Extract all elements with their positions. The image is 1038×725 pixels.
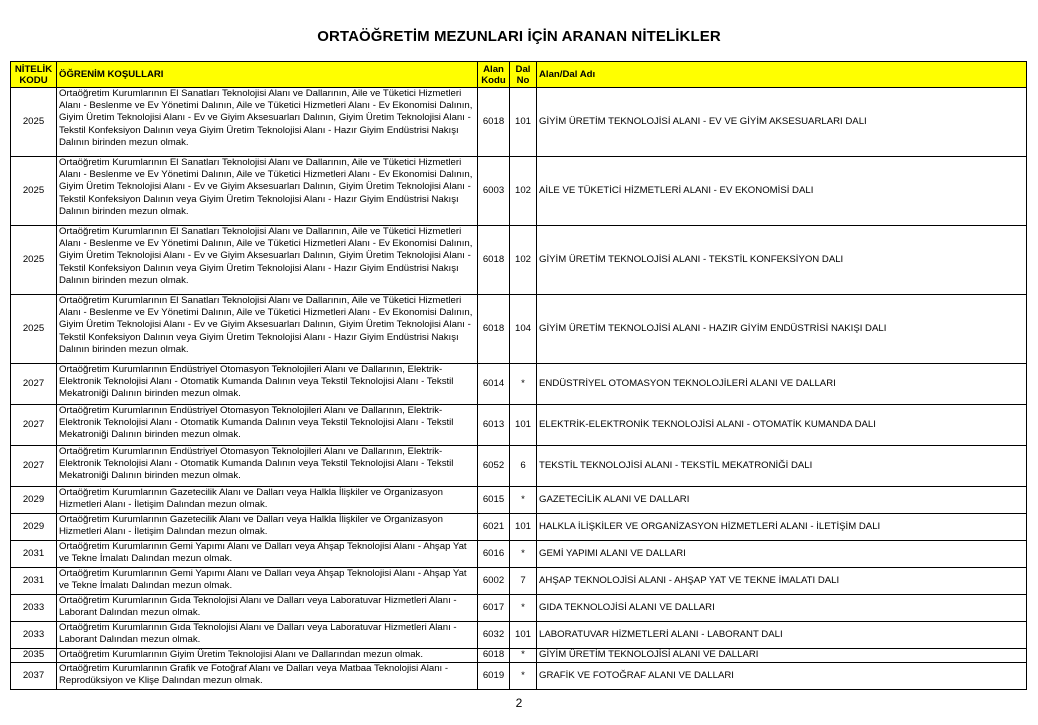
ogrenim-kosulu-cell: Ortaöğretim Kurumlarının El Sanatları Teknolojisi Alanı ve Dallarının, Aile ve Tüketici Hizmetleri Alanı - Beslenme ve Ev Yönetimi Dalının, Aile ve Tüketici Hizmetleri Alanı - Ev Ekonomisi Dalının, Giyim Üretim Teknolojisi Alanı - Ev ve Giyim Aksesuarları Dalının, Giyim Üretim Teknolojisi Alanı - Tekstil Konfeksiyon Dalının veya Giyim Üretim Teknolojisi Alanı - Hazır Giyim Endüstrisi Nakışı Dalının birinden mezun olmak.: [57, 226, 478, 295]
page-number: 2: [515, 696, 523, 710]
dal-no-cell: *: [510, 649, 537, 663]
nitelik-kodu-cell: 2025: [11, 295, 57, 364]
table-row: [11, 88, 1027, 157]
ogrenim-kosulu-cell: Ortaöğretim Kurumlarının Grafik ve Fotoğraf Alanı ve Dalları veya Matbaa Teknolojisi Alanı - Reprodüksiyon ve Klişe Dalından mezun olmak.: [57, 663, 478, 690]
alan-dal-adi-cell: HALKLA İLİŞKİLER VE ORGANİZASYON HİZMETLERİ ALANI - İLETİŞİM DALI: [537, 514, 1027, 541]
table-row: [11, 487, 1027, 514]
ogrenim-kosulu-cell: Ortaöğretim Kurumlarının Giyim Üretim Teknolojisi Alanı ve Dallarından mezun olmak.: [57, 649, 478, 663]
table-row: [11, 405, 1027, 446]
qualifications-table: [10, 61, 1027, 690]
alan-kodu-cell: 6021: [478, 514, 510, 541]
alan-kodu-cell: 6014: [478, 364, 510, 405]
nitelik-kodu-cell: 2025: [11, 88, 57, 157]
alan-kodu-cell: 6015: [478, 487, 510, 514]
alan-dal-adi-cell: GİYİM ÜRETİM TEKNOLOJİSİ ALANI - TEKSTİL KONFEKSİYON DALI: [537, 226, 1027, 295]
nitelik-kodu-cell: 2031: [11, 568, 57, 595]
alan-dal-adi-cell: GİYİM ÜRETİM TEKNOLOJİSİ ALANI VE DALLARI: [537, 649, 1027, 663]
table-row: [11, 295, 1027, 364]
alan-dal-adi-cell: GEMİ YAPIMI ALANI VE DALLARI: [537, 541, 1027, 568]
alan-dal-adi-cell: GİYİM ÜRETİM TEKNOLOJİSİ ALANI - EV VE GİYİM AKSESUARLARI DALI: [537, 88, 1027, 157]
ogrenim-kosulu-cell: Ortaöğretim Kurumlarının Endüstriyel Otomasyon Teknolojileri Alanı ve Dallarının, Elektrik-Elektronik Teknolojisi Alanı - Otomatik Kumanda Dalının veya Tekstil Teknolojisi Alanı - Tekstil Mekatroniği Dalının birinden mezun olmak.: [57, 446, 478, 487]
alan-dal-adi-cell: GIDA TEKNOLOJİSİ ALANI VE DALLARI: [537, 595, 1027, 622]
ogrenim-kosulu-cell: Ortaöğretim Kurumlarının Endüstriyel Otomasyon Teknolojileri Alanı ve Dallarının, Elektrik-Elektronik Teknolojisi Alanı - Otomatik Kumanda Dalının veya Tekstil Teknolojisi Alanı - Tekstil Mekatroniği Dalının birinden mezun olmak.: [57, 364, 478, 405]
alan-dal-adi-cell: GRAFİK VE FOTOĞRAF ALANI VE DALLARI: [537, 663, 1027, 690]
table-row: [11, 649, 1027, 663]
header-alan-dal-adi: Alan/Dal Adı: [537, 62, 1027, 88]
alan-kodu-cell: 6017: [478, 595, 510, 622]
dal-no-cell: 102: [510, 226, 537, 295]
table-row: [11, 595, 1027, 622]
nitelik-kodu-cell: 2025: [11, 226, 57, 295]
dal-no-cell: 6: [510, 446, 537, 487]
nitelik-kodu-cell: 2037: [11, 663, 57, 690]
alan-kodu-cell: 6032: [478, 622, 510, 649]
alan-dal-adi-cell: AHŞAP TEKNOLOJİSİ ALANI - AHŞAP YAT VE TEKNE İMALATI DALI: [537, 568, 1027, 595]
ogrenim-kosulu-cell: Ortaöğretim Kurumlarının Endüstriyel Otomasyon Teknolojileri Alanı ve Dallarının, Elektrik-Elektronik Teknolojisi Alanı - Otomatik Kumanda Dalının veya Tekstil Teknolojisi Alanı - Tekstil Mekatroniği Dalının birinden mezun olmak.: [57, 405, 478, 446]
alan-kodu-cell: 6018: [478, 295, 510, 364]
ogrenim-kosulu-cell: Ortaöğretim Kurumlarının El Sanatları Teknolojisi Alanı ve Dallarının, Aile ve Tüketici Hizmetleri Alanı - Beslenme ve Ev Yönetimi Dalının, Aile ve Tüketici Hizmetleri Alanı - Ev Ekonomisi Dalının, Giyim Üretim Teknolojisi Alanı - Ev ve Giyim Aksesuarları Dalının, Giyim Üretim Teknolojisi Alanı - Tekstil Konfeksiyon Dalının veya Giyim Üretim Teknolojisi Alanı - Hazır Giyim Endüstrisi Nakışı Dalının birinden mezun olmak.: [57, 88, 478, 157]
nitelik-kodu-cell: 2035: [11, 649, 57, 663]
nitelik-kodu-cell: 2025: [11, 157, 57, 226]
ogrenim-kosulu-cell: Ortaöğretim Kurumlarının El Sanatları Teknolojisi Alanı ve Dallarının, Aile ve Tüketici Hizmetleri Alanı - Beslenme ve Ev Yönetimi Dalının, Aile ve Tüketici Hizmetleri Alanı - Ev Ekonomisi Dalının, Giyim Üretim Teknolojisi Alanı - Ev ve Giyim Aksesuarları Dalının, Giyim Üretim Teknolojisi Alanı - Tekstil Konfeksiyon Dalının veya Giyim Üretim Teknolojisi Alanı - Hazır Giyim Endüstrisi Nakışı Dalının birinden mezun olmak.: [57, 157, 478, 226]
alan-dal-adi-cell: ENDÜSTRİYEL OTOMASYON TEKNOLOJİLERİ ALANI VE DALLARI: [537, 364, 1027, 405]
dal-no-cell: 7: [510, 568, 537, 595]
alan-dal-adi-cell: GAZETECİLİK ALANI VE DALLARI: [537, 487, 1027, 514]
alan-dal-adi-cell: TEKSTİL TEKNOLOJİSİ ALANI - TEKSTİL MEKATRONİĞİ DALI: [537, 446, 1027, 487]
alan-dal-adi-cell: LABORATUVAR HİZMETLERİ ALANI - LABORANT DALI: [537, 622, 1027, 649]
alan-kodu-cell: 6019: [478, 663, 510, 690]
dal-no-cell: 101: [510, 405, 537, 446]
header-dal-no: Dal No: [510, 62, 537, 88]
table-header-row: [11, 62, 1027, 88]
dal-no-cell: *: [510, 487, 537, 514]
ogrenim-kosulu-cell: Ortaöğretim Kurumlarının Gazetecilik Alanı ve Dalları veya Halkla İlişkiler ve Organizasyon Hizmetleri Alanı - İletişim Dalından mezun olmak.: [57, 514, 478, 541]
alan-kodu-cell: 6018: [478, 226, 510, 295]
nitelik-kodu-cell: 2033: [11, 622, 57, 649]
header-alan-kodu: Alan Kodu: [478, 62, 510, 88]
alan-kodu-cell: 6003: [478, 157, 510, 226]
alan-kodu-cell: 6002: [478, 568, 510, 595]
ogrenim-kosulu-cell: Ortaöğretim Kurumlarının Gıda Teknolojisi Alanı ve Dalları veya Laboratuvar Hizmetleri Alanı - Laborant Dalından mezun olmak.: [57, 622, 478, 649]
table-row: [11, 226, 1027, 295]
alan-kodu-cell: 6052: [478, 446, 510, 487]
dal-no-cell: 101: [510, 514, 537, 541]
ogrenim-kosulu-cell: Ortaöğretim Kurumlarının Gazetecilik Alanı ve Dalları veya Halkla İlişkiler ve Organizasyon Hizmetleri Alanı - İletişim Dalından mezun olmak.: [57, 487, 478, 514]
alan-kodu-cell: 6018: [478, 88, 510, 157]
dal-no-cell: *: [510, 595, 537, 622]
dal-no-cell: 101: [510, 88, 537, 157]
table-row: [11, 568, 1027, 595]
ogrenim-kosulu-cell: Ortaöğretim Kurumlarının El Sanatları Teknolojisi Alanı ve Dallarının, Aile ve Tüketici Hizmetleri Alanı - Beslenme ve Ev Yönetimi Dalının, Aile ve Tüketici Hizmetleri Alanı - Ev Ekonomisi Dalının, Giyim Üretim Teknolojisi Alanı - Ev ve Giyim Aksesuarları Dalının, Giyim Üretim Teknolojisi Alanı - Tekstil Konfeksiyon Dalının veya Giyim Üretim Teknolojisi Alanı - Hazır Giyim Endüstrisi Nakışı Dalının birinden mezun olmak.: [57, 295, 478, 364]
nitelik-kodu-cell: 2027: [11, 405, 57, 446]
table-row: [11, 514, 1027, 541]
dal-no-cell: 102: [510, 157, 537, 226]
table-row: [11, 364, 1027, 405]
nitelik-kodu-cell: 2029: [11, 514, 57, 541]
alan-kodu-cell: 6016: [478, 541, 510, 568]
dal-no-cell: *: [510, 663, 537, 690]
table-row: [11, 157, 1027, 226]
nitelik-kodu-cell: 2033: [11, 595, 57, 622]
page-title: ORTAÖĞRETİM MEZUNLARI İÇİN ARANAN NİTELİKLER: [317, 28, 721, 45]
table-row: [11, 541, 1027, 568]
nitelik-kodu-cell: 2027: [11, 364, 57, 405]
table-row: [11, 663, 1027, 690]
dal-no-cell: 104: [510, 295, 537, 364]
nitelik-kodu-cell: 2027: [11, 446, 57, 487]
ogrenim-kosulu-cell: Ortaöğretim Kurumlarının Gemi Yapımı Alanı ve Dalları veya Ahşap Teknolojisi Alanı - Ahşap Yat ve Tekne İmalatı Dalından mezun olmak.: [57, 541, 478, 568]
nitelik-kodu-cell: 2031: [11, 541, 57, 568]
ogrenim-kosulu-cell: Ortaöğretim Kurumlarının Gıda Teknolojisi Alanı ve Dalları veya Laboratuvar Hizmetleri Alanı - Laborant Dalından mezun olmak.: [57, 595, 478, 622]
alan-dal-adi-cell: AİLE VE TÜKETİCİ HİZMETLERİ ALANI - EV EKONOMİSİ DALI: [537, 157, 1027, 226]
dal-no-cell: *: [510, 541, 537, 568]
dal-no-cell: *: [510, 364, 537, 405]
alan-dal-adi-cell: ELEKTRİK-ELEKTRONİK TEKNOLOJİSİ ALANI - OTOMATİK KUMANDA DALI: [537, 405, 1027, 446]
alan-dal-adi-cell: GİYİM ÜRETİM TEKNOLOJİSİ ALANI - HAZIR GİYİM ENDÜSTRİSİ NAKIŞI DALI: [537, 295, 1027, 364]
ogrenim-kosulu-cell: Ortaöğretim Kurumlarının Gemi Yapımı Alanı ve Dalları veya Ahşap Teknolojisi Alanı - Ahşap Yat ve Tekne İmalatı Dalından mezun olmak.: [57, 568, 478, 595]
table-row: [11, 622, 1027, 649]
header-ogrenim-kosullari: ÖĞRENİM KOŞULLARI: [57, 62, 478, 88]
nitelik-kodu-cell: 2029: [11, 487, 57, 514]
table-row: [11, 446, 1027, 487]
dal-no-cell: 101: [510, 622, 537, 649]
alan-kodu-cell: 6013: [478, 405, 510, 446]
header-nitelik-kodu: NİTELİK KODU: [11, 62, 57, 88]
alan-kodu-cell: 6018: [478, 649, 510, 663]
